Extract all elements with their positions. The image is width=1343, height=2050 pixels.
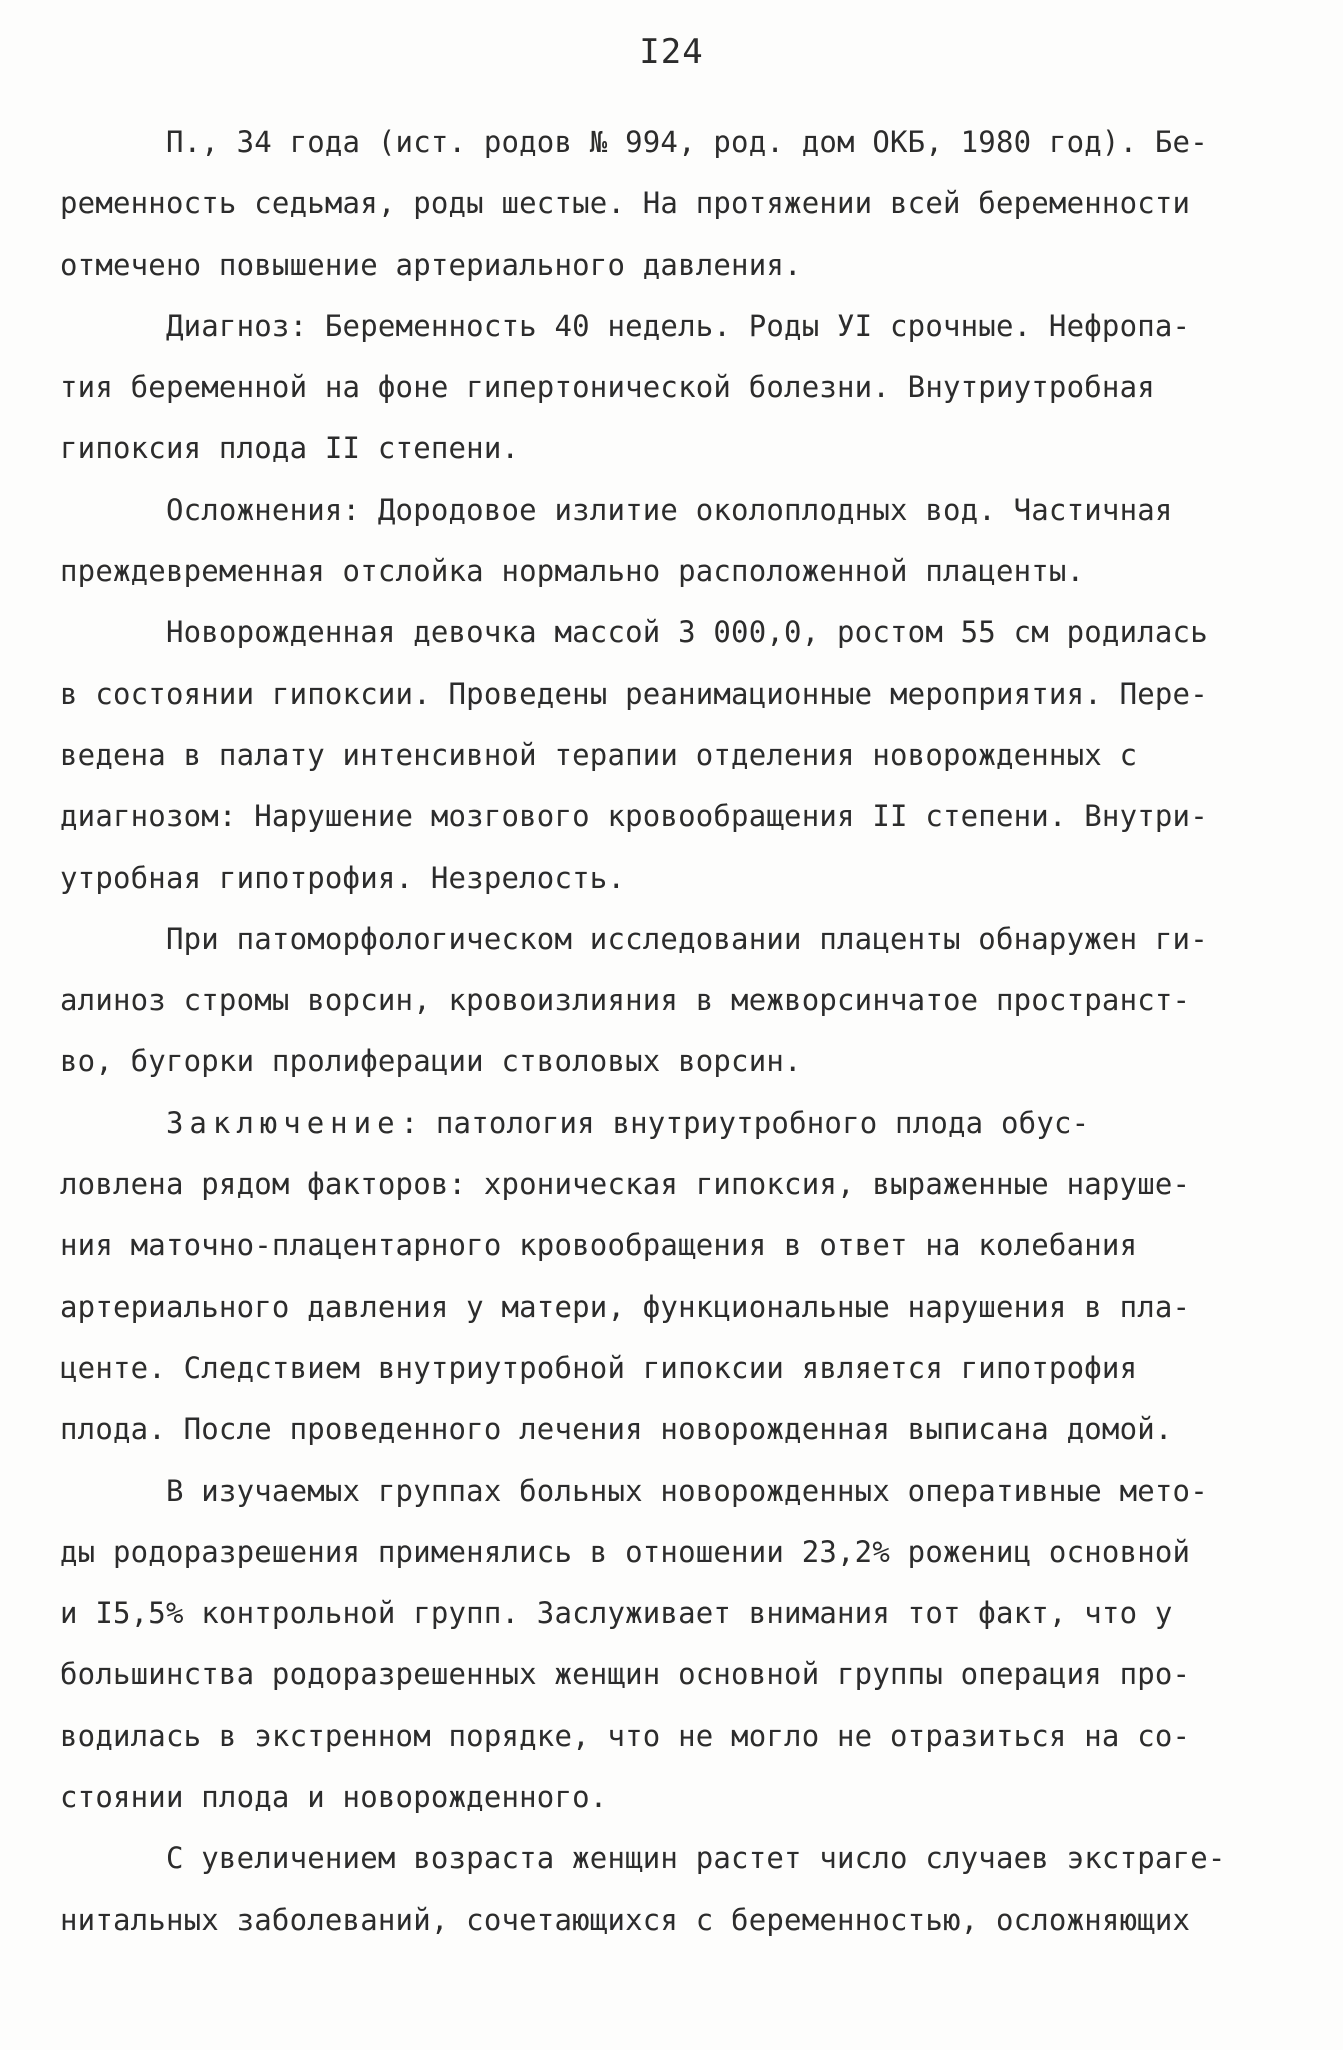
text-line: С увеличением возраста женщин растет число случаев экстраге- bbox=[60, 1841, 1226, 1876]
text-line: стоянии плода и новорожденного. bbox=[60, 1780, 608, 1815]
text-line: ния маточно-плацентарного кровообращения в ответ на колебания bbox=[60, 1228, 1138, 1263]
text-line: Диагноз: Беременность 40 недель. Роды УI срочные. Нефропа- bbox=[60, 308, 1191, 343]
text-line: Осложнения: Дородовое излитие околоплодных вод. Частичная bbox=[60, 492, 1173, 527]
text-line: преждевременная отслойка нормально расположенной плаценты. bbox=[60, 554, 1085, 589]
text-line: П., 34 года (ист. родов № 994, род. дом ОКБ, 1980 год). Бе- bbox=[60, 125, 1208, 159]
text-line: тия беременной на фоне гипертонической болезни. Внутриутробная bbox=[60, 370, 1155, 405]
text-line: нитальных заболеваний, сочетающихся с беременностью, осложняющих bbox=[60, 1902, 1191, 1937]
body-text bbox=[60, 112, 1292, 1951]
page-number: I24 bbox=[639, 32, 704, 72]
text-line: артериального давления у матери, функциональные нарушения в пла- bbox=[60, 1289, 1191, 1324]
text-line: в состоянии гипоксии. Проведены реанимационные мероприятия. Пере- bbox=[60, 676, 1208, 711]
text-line: При патоморфологическом исследовании плаценты обнаружен ги- bbox=[60, 921, 1208, 956]
text-line: диагнозом: Нарушение мозгового кровообращения II степени. Внутри- bbox=[60, 799, 1208, 834]
text-line: Новорожденная девочка массой 3 000,0, ростом 55 см родилась bbox=[60, 615, 1208, 650]
text-line: алиноз стромы ворсин, кровоизлияния в межворсинчатое пространст- bbox=[60, 983, 1191, 1018]
text-line: водилась в экстренном порядке, что не могло не отразиться на со- bbox=[60, 1718, 1191, 1753]
conclusion-first-line bbox=[60, 1093, 1292, 1154]
text-line: В изучаемых группах больных новорожденных оперативные мето- bbox=[60, 1473, 1208, 1508]
text-line: ды родоразрешения применялись в отношении 23,2% рожениц основной bbox=[60, 1534, 1191, 1569]
text-line: утробная гипотрофия. Незрелость. bbox=[60, 860, 626, 895]
text-line: гипоксия плода II степени. bbox=[60, 431, 520, 466]
text-line: ловлена рядом факторов: хроническая гипоксия, выраженные наруше- bbox=[60, 1167, 1191, 1202]
text-line: большинства родоразрешенных женщин основной группы операция про- bbox=[60, 1657, 1191, 1692]
text-line: ведена в палату интенсивной терапии отделения новорожденных с bbox=[60, 737, 1138, 772]
text-line: ременность седьмая, роды шестые. На протяжении всей беременности bbox=[60, 186, 1191, 221]
text-line: отмечено повышение артериального давления. bbox=[60, 247, 802, 282]
text-line: во, бугорки пролиферации стволовых ворсин. bbox=[60, 1044, 802, 1079]
text-line: и I5,5% контрольной групп. Заслуживает внимания тот факт, что у bbox=[60, 1596, 1173, 1631]
text-line: центе. Следствием внутриутробной гипоксии является гипотрофия bbox=[60, 1350, 1138, 1385]
conclusion-heading: Заключение bbox=[165, 1105, 401, 1140]
text-line: плода. После проведенного лечения новорожденная выписана домой. bbox=[60, 1412, 1173, 1447]
conclusion-text: : патология внутриутробного плода обус- bbox=[400, 1105, 1090, 1140]
